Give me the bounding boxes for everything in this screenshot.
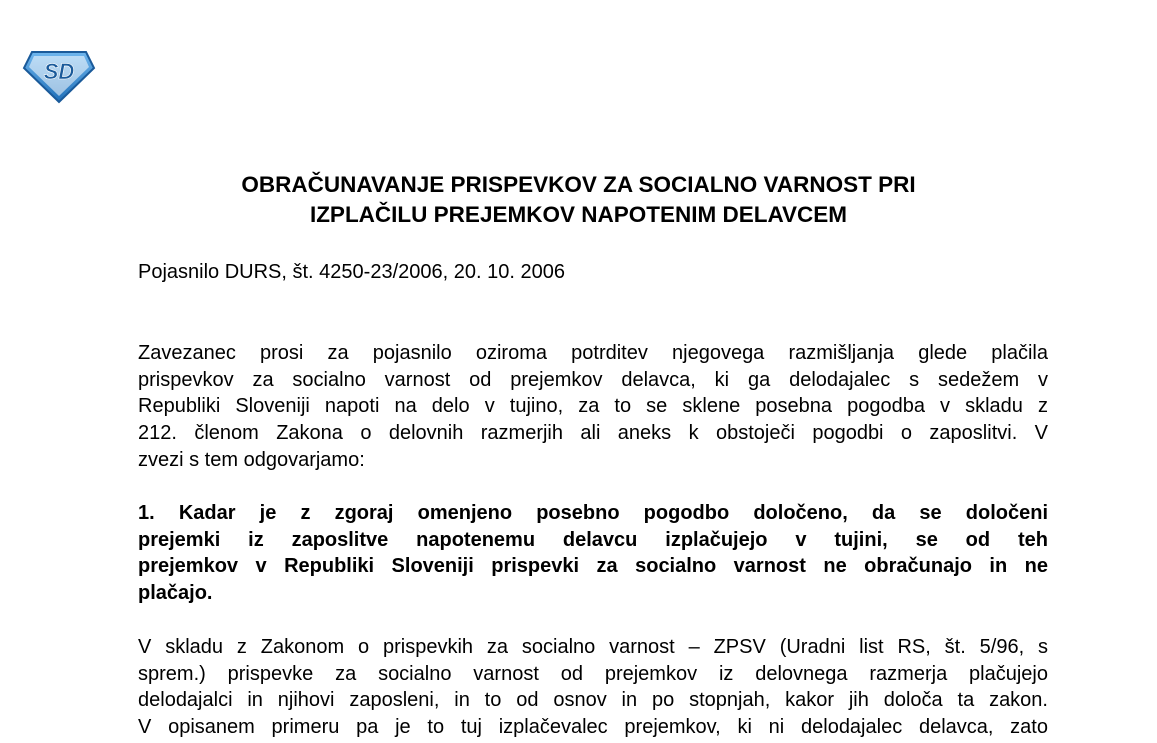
paragraph-line: prejemki iz zaposlitve napotenemu delavcu izplačujejo v tujini, se od teh [138, 528, 1048, 551]
paragraph-point-1 [138, 500, 1048, 607]
paragraph-line: plačajo. [138, 582, 213, 605]
paragraph-line: V skladu z Zakonom o prispevkih za socialno varnost – ZPSV (Uradni list RS, št. 5/96, s [138, 636, 1048, 658]
paragraph-explanation [138, 634, 1048, 741]
paragraph-line: V opisanem primeru pa je to tuj izplačevalec prejemkov, ki ni delodajalec delavca, zato [138, 716, 1048, 739]
title-line-2: IZPLAČILU PREJEMKOV NAPOTENIM DELAVCEM [309, 202, 848, 227]
paragraph-line: Zavezanec prosi za pojasnilo oziroma potrditev njegovega razmišljanja glede plačila [138, 342, 1048, 364]
paragraph-line: 212. členom Zakona o delovnih razmerjih ali aneks k obstoječi pogodbi o zaposlitvi. V [138, 422, 1048, 445]
paragraph-line: prejemkov v Republiki Sloveniji prispevki za socialno varnost ne obračunajo in ne [138, 555, 1048, 578]
paragraph-line: sprem.) prispevke za socialno varnost od prejemkov iz delovnega razmerja plačujejo [138, 662, 1048, 685]
paragraph-line: prispevkov za socialno varnost od prejemkov delavca, ki ga delodajalec s sedežem v [138, 368, 1048, 391]
paragraph-line: 1. Kadar je z zgoraj omenjeno posebno pogodbo določeno, da se določeni [138, 502, 1048, 524]
paragraph-line: zvezi s tem odgovarjamo: [138, 448, 365, 471]
document-reference: Pojasnilo DURS, št. 4250-23/2006, 20. 10. 2006 [138, 261, 565, 283]
paragraph-line: delodajalci in njihovi zaposleni, in to od osnov in po stopnjah, kakor jih določa ta zakon. [138, 689, 1048, 712]
document-title [0, 170, 1157, 230]
title-line-1: OBRAČUNAVANJE PRISPEVKOV ZA SOCIALNO VARNOST PRI [241, 172, 916, 197]
paragraph-intro [138, 340, 1048, 474]
logo-letters: SD [43, 59, 75, 84]
company-logo [22, 48, 96, 104]
paragraph-line: Republiki Sloveniji napoti na delo v tujino, za to se sklene posebna pogodba v skladu z [138, 395, 1048, 418]
